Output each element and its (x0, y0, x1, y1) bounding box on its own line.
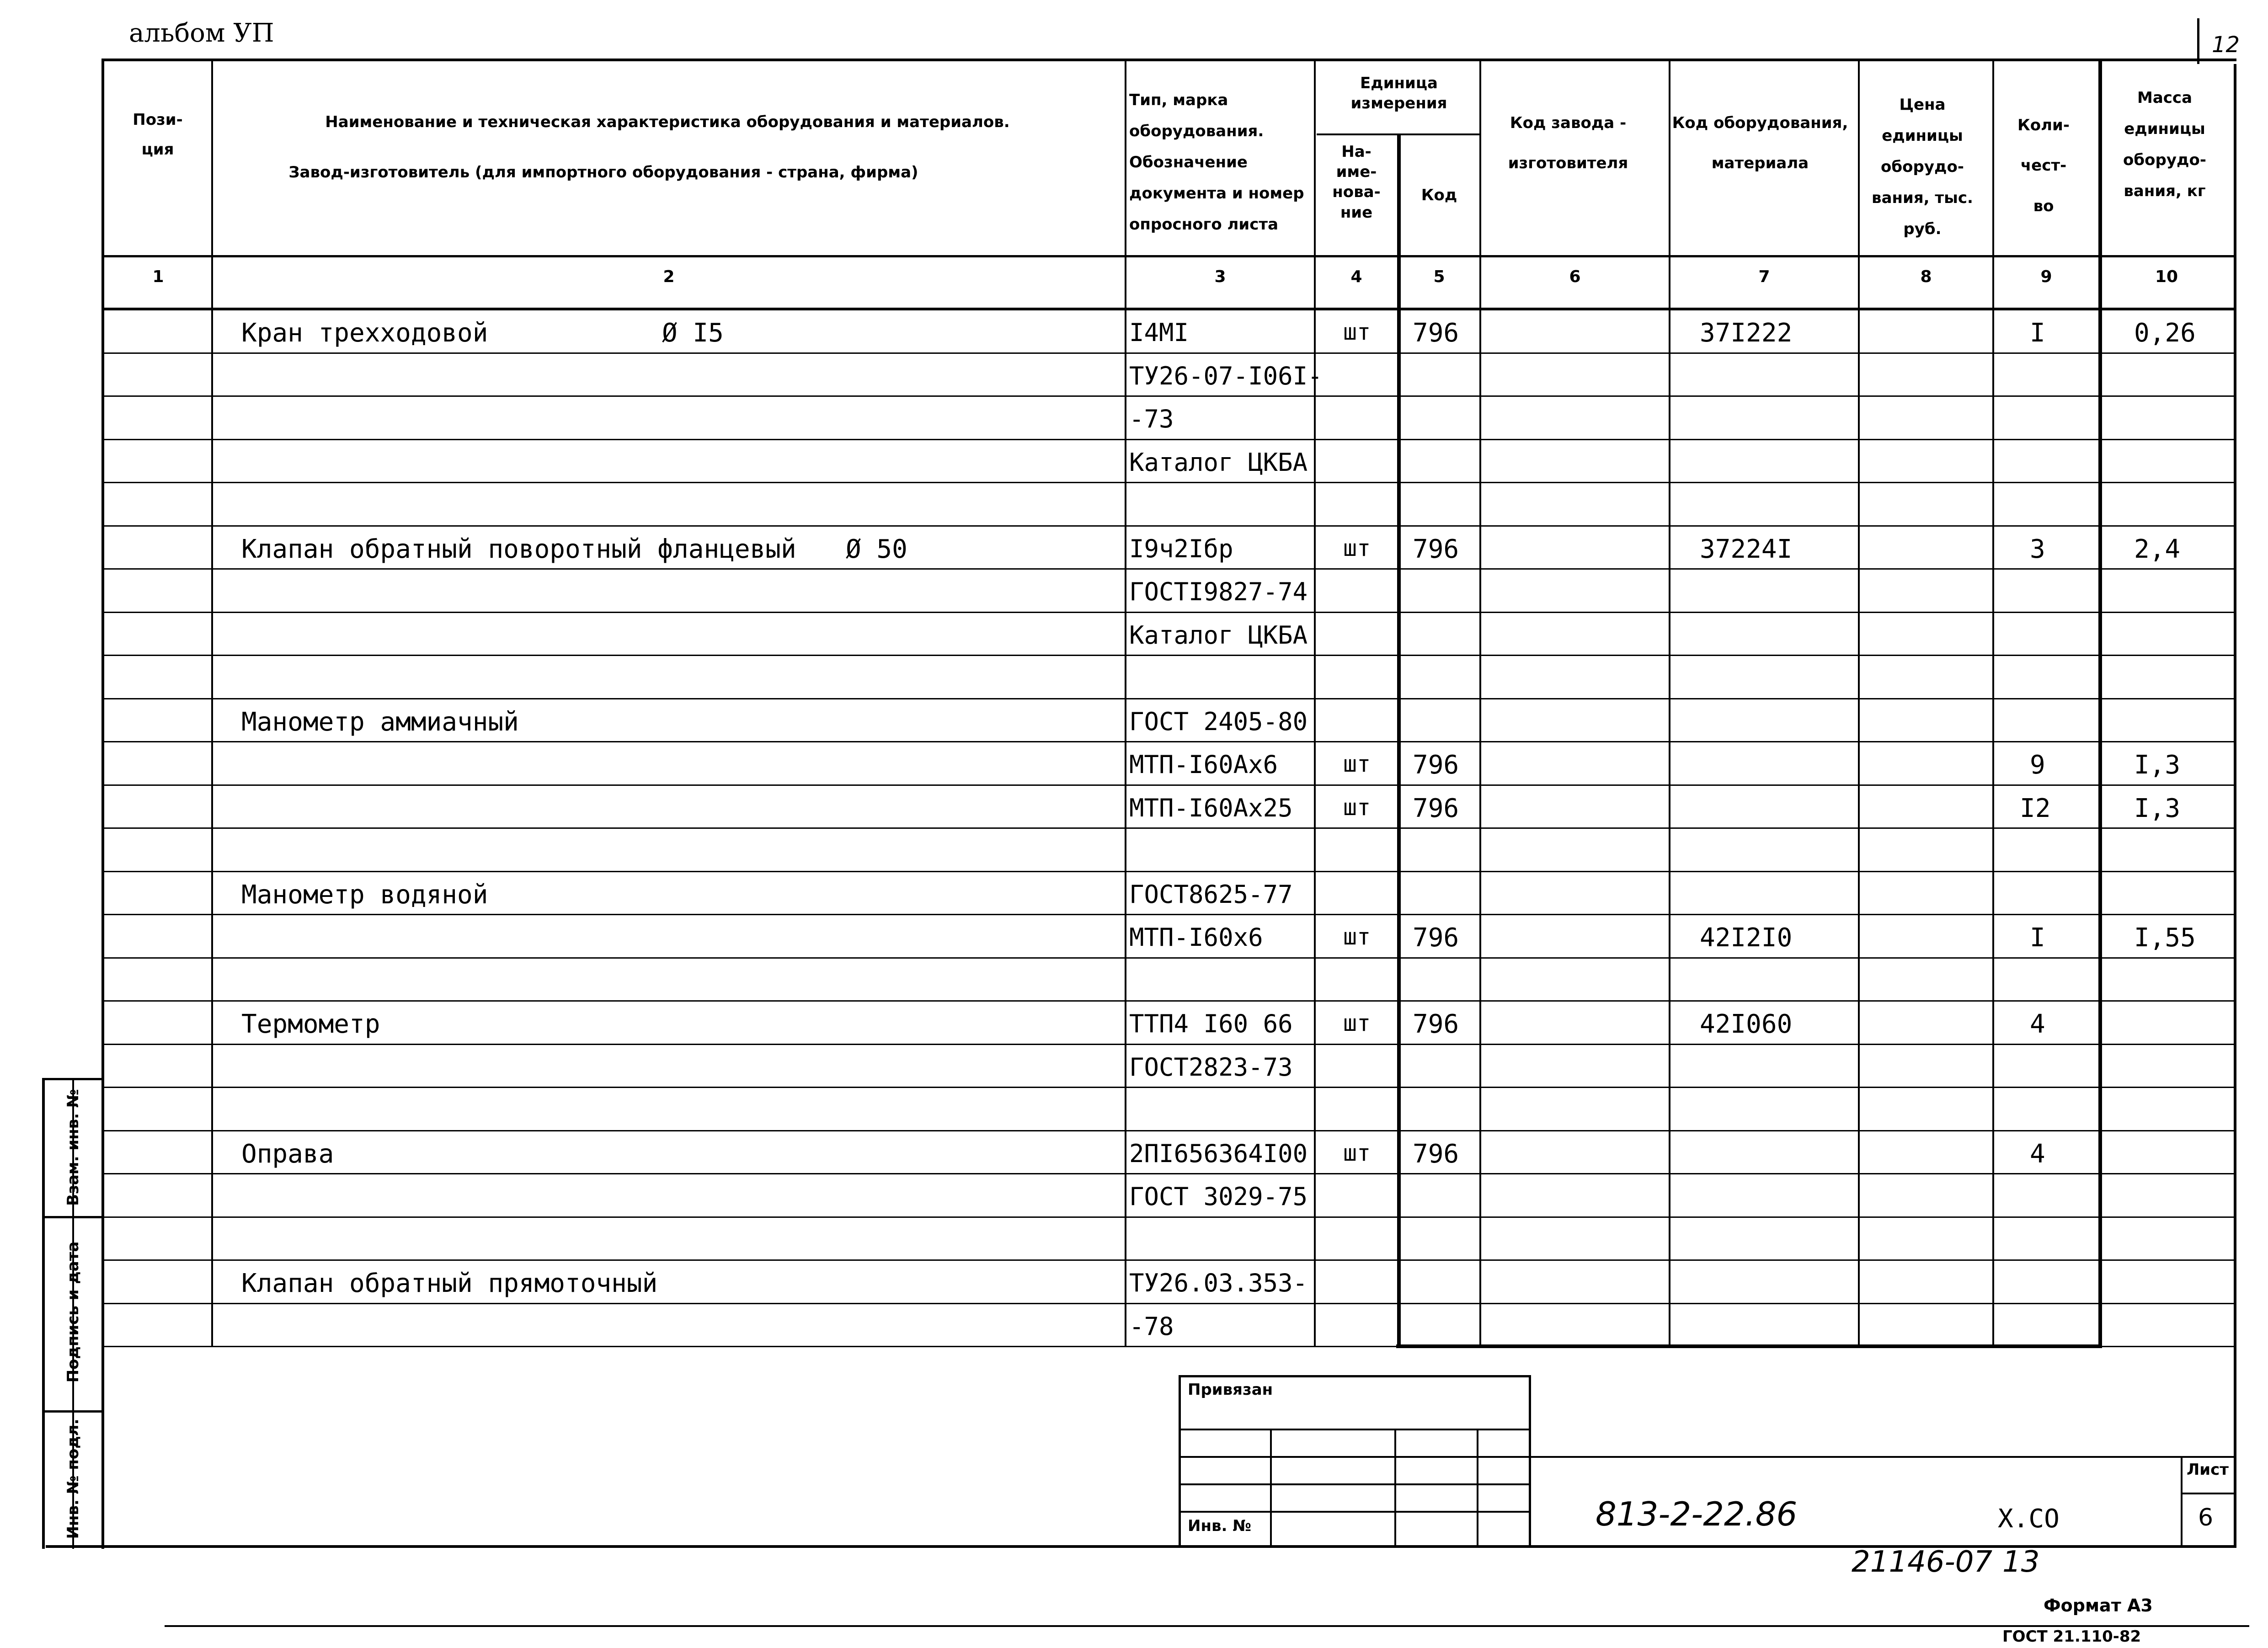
column-number: 5 (1433, 267, 1445, 286)
stamp-list-number: 6 (2198, 1504, 2214, 1531)
cell-type: I4МI (1129, 318, 1189, 347)
frame-top (101, 59, 2236, 61)
table-row (0, 656, 2268, 699)
table-row (0, 1174, 2268, 1218)
cell-unit: шт (1343, 319, 1371, 345)
cell-type: Каталог ЦКБА (1129, 620, 1308, 650)
side-label-podpis: Подпись и дата (64, 1241, 82, 1383)
table-row (0, 699, 2268, 743)
header-price: Цена единицы оборудо-вания, тыс. руб. (1872, 96, 1973, 238)
header-position: Пози- ция (133, 111, 183, 159)
table-row (0, 915, 2268, 959)
table-row (0, 786, 2268, 829)
cell-type: 2ПI656364I00 (1129, 1139, 1308, 1168)
footer-number: 13 (2002, 1545, 2040, 1579)
cell-qty: 4 (2030, 1009, 2045, 1039)
table-row (0, 527, 2268, 570)
side-label-vzam: Взам. инв. № (64, 1089, 82, 1206)
column-number: 7 (1758, 267, 1770, 286)
header-factory-code: Код завода - изготовителя (1508, 114, 1628, 173)
cell-qty: 4 (2030, 1139, 2045, 1169)
column-number: 8 (1920, 267, 1932, 286)
stamp-inv-no: Инв. № (1188, 1517, 1252, 1535)
cell-code: 796 (1413, 1009, 1459, 1039)
column-number: 9 (2040, 267, 2052, 286)
cell-dia: Ø 50 (846, 534, 907, 564)
cell-mat: 37224I (1700, 534, 1793, 564)
column-number: 1 (152, 267, 164, 286)
header-type: Тип, марка оборудования. Обозначение документа и номер опросного листа (1129, 91, 1304, 234)
stamp-section: Х.СО (1998, 1504, 2060, 1534)
header-unit: Единица измерения (1350, 74, 1447, 113)
cell-mat: 42I060 (1700, 1009, 1793, 1039)
cell-name: Клапан обратный поворотный фланцевый (241, 534, 796, 564)
table-row (0, 872, 2268, 916)
table-row (0, 613, 2268, 656)
table-row (0, 483, 2268, 527)
cell-unit: шт (1343, 1139, 1371, 1166)
table-row (0, 1045, 2268, 1088)
table-row (0, 1218, 2268, 1261)
header-unit-name: На- име- нова- ние (1332, 143, 1381, 222)
header-name-b: Завод-изготовитель (для импортного оборудования - страна, фирма) (288, 163, 918, 181)
header-material-code: Код оборудования, материала (1672, 114, 1848, 173)
gost-label: ГОСТ 21.110-82 (2002, 1627, 2141, 1646)
footer-code: 21146-07 (1852, 1545, 1993, 1579)
cell-code: 796 (1413, 318, 1459, 348)
cell-mass: I,55 (2134, 923, 2196, 953)
cell-code: 796 (1413, 923, 1459, 953)
cell-dia: Ø I5 (662, 318, 724, 348)
cell-mass: I,3 (2134, 793, 2181, 823)
cell-mat: 37I222 (1700, 318, 1793, 348)
cell-qty: 9 (2030, 750, 2045, 780)
column-number: 3 (1214, 267, 1226, 286)
column-number: 2 (663, 267, 675, 286)
cell-name: Термометр (241, 1009, 380, 1039)
table-row (0, 310, 2268, 354)
cell-code: 796 (1413, 793, 1459, 823)
cell-unit: шт (1343, 751, 1371, 777)
cell-type: ГОСТ2823-73 (1129, 1052, 1293, 1082)
format-label: Формат А3 (2044, 1595, 2153, 1616)
cell-qty: 3 (2030, 534, 2045, 564)
cell-type: ГОСТ 2405-80 (1129, 707, 1308, 736)
cell-unit: шт (1343, 534, 1371, 561)
cell-unit: шт (1343, 1010, 1371, 1036)
cell-type: ГОСТ 3029-75 (1129, 1182, 1308, 1211)
table-row (0, 1002, 2268, 1045)
table-row (0, 829, 2268, 872)
cell-mass: 2,4 (2134, 534, 2181, 564)
cell-qty: I (2030, 923, 2045, 953)
header-name-a: Наименование и техническая характеристика оборудования и материалов. (325, 113, 1010, 131)
cell-qty: I (2030, 318, 2045, 348)
cell-type: МТП-I60Ах6 (1129, 750, 1278, 779)
cell-unit: шт (1343, 923, 1371, 950)
cell-type: МТП-I60х6 (1129, 923, 1263, 952)
page-corner-number: 12 (2212, 32, 2240, 58)
cell-type: ГОСТI9827-74 (1129, 577, 1308, 606)
cell-mass: I,3 (2134, 750, 2181, 780)
stamp-list-label: Лист (2187, 1461, 2229, 1479)
cell-type: ТТП4 I60 66 (1129, 1009, 1293, 1038)
side-label-inv-podl: Инв. № подл. (64, 1419, 82, 1539)
cell-mass: 0,26 (2134, 318, 2196, 348)
header-quantity: Коли- чест- во (2017, 116, 2070, 215)
table-row (0, 1304, 2268, 1348)
cell-type: -73 (1129, 405, 1174, 433)
table-row (0, 1088, 2268, 1131)
table-row (0, 1131, 2268, 1175)
header-unit-code: Код (1421, 186, 1457, 204)
cell-type: МТП-I60Ах25 (1129, 793, 1293, 822)
cell-name: Манометр водяной (241, 880, 488, 910)
column-number: 10 (2155, 267, 2178, 286)
table-row (0, 440, 2268, 484)
cell-code: 796 (1413, 750, 1459, 780)
cell-name: Оправа (241, 1139, 334, 1169)
column-number: 4 (1350, 267, 1362, 286)
column-number: 6 (1569, 267, 1581, 286)
cell-type: ГОСТ8625-77 (1129, 880, 1293, 909)
cell-type: ТУ26.03.353- (1129, 1269, 1308, 1297)
table-row (0, 742, 2268, 786)
cell-code: 796 (1413, 534, 1459, 564)
cell-name: Клапан обратный прямоточный (241, 1269, 658, 1298)
cell-mat: 42I2I0 (1700, 923, 1793, 953)
cell-name: Кран трехходовой (241, 318, 488, 348)
table-row (0, 959, 2268, 1002)
cell-unit: шт (1343, 794, 1371, 821)
cell-type: I9ч2Iбр (1129, 534, 1233, 563)
cell-type: ТУ26-07-I06I- (1129, 361, 1323, 390)
cell-code: 796 (1413, 1139, 1459, 1169)
stamp-privyazan: Привязан (1188, 1381, 1273, 1399)
cell-type: Каталог ЦКБА (1129, 448, 1308, 477)
cell-qty: I2 (2020, 793, 2051, 823)
cell-name: Манометр аммиачный (241, 707, 519, 737)
stamp-doc-code: 813-2-22.86 (1596, 1495, 1798, 1533)
table-row (0, 1261, 2268, 1304)
table-row (0, 570, 2268, 613)
album-label: альбом УП (129, 18, 274, 48)
table-row (0, 354, 2268, 397)
cell-type: -78 (1129, 1312, 1174, 1341)
table-row (0, 397, 2268, 440)
header-mass: Масса единицы оборудо-вания, кг (2123, 89, 2206, 200)
